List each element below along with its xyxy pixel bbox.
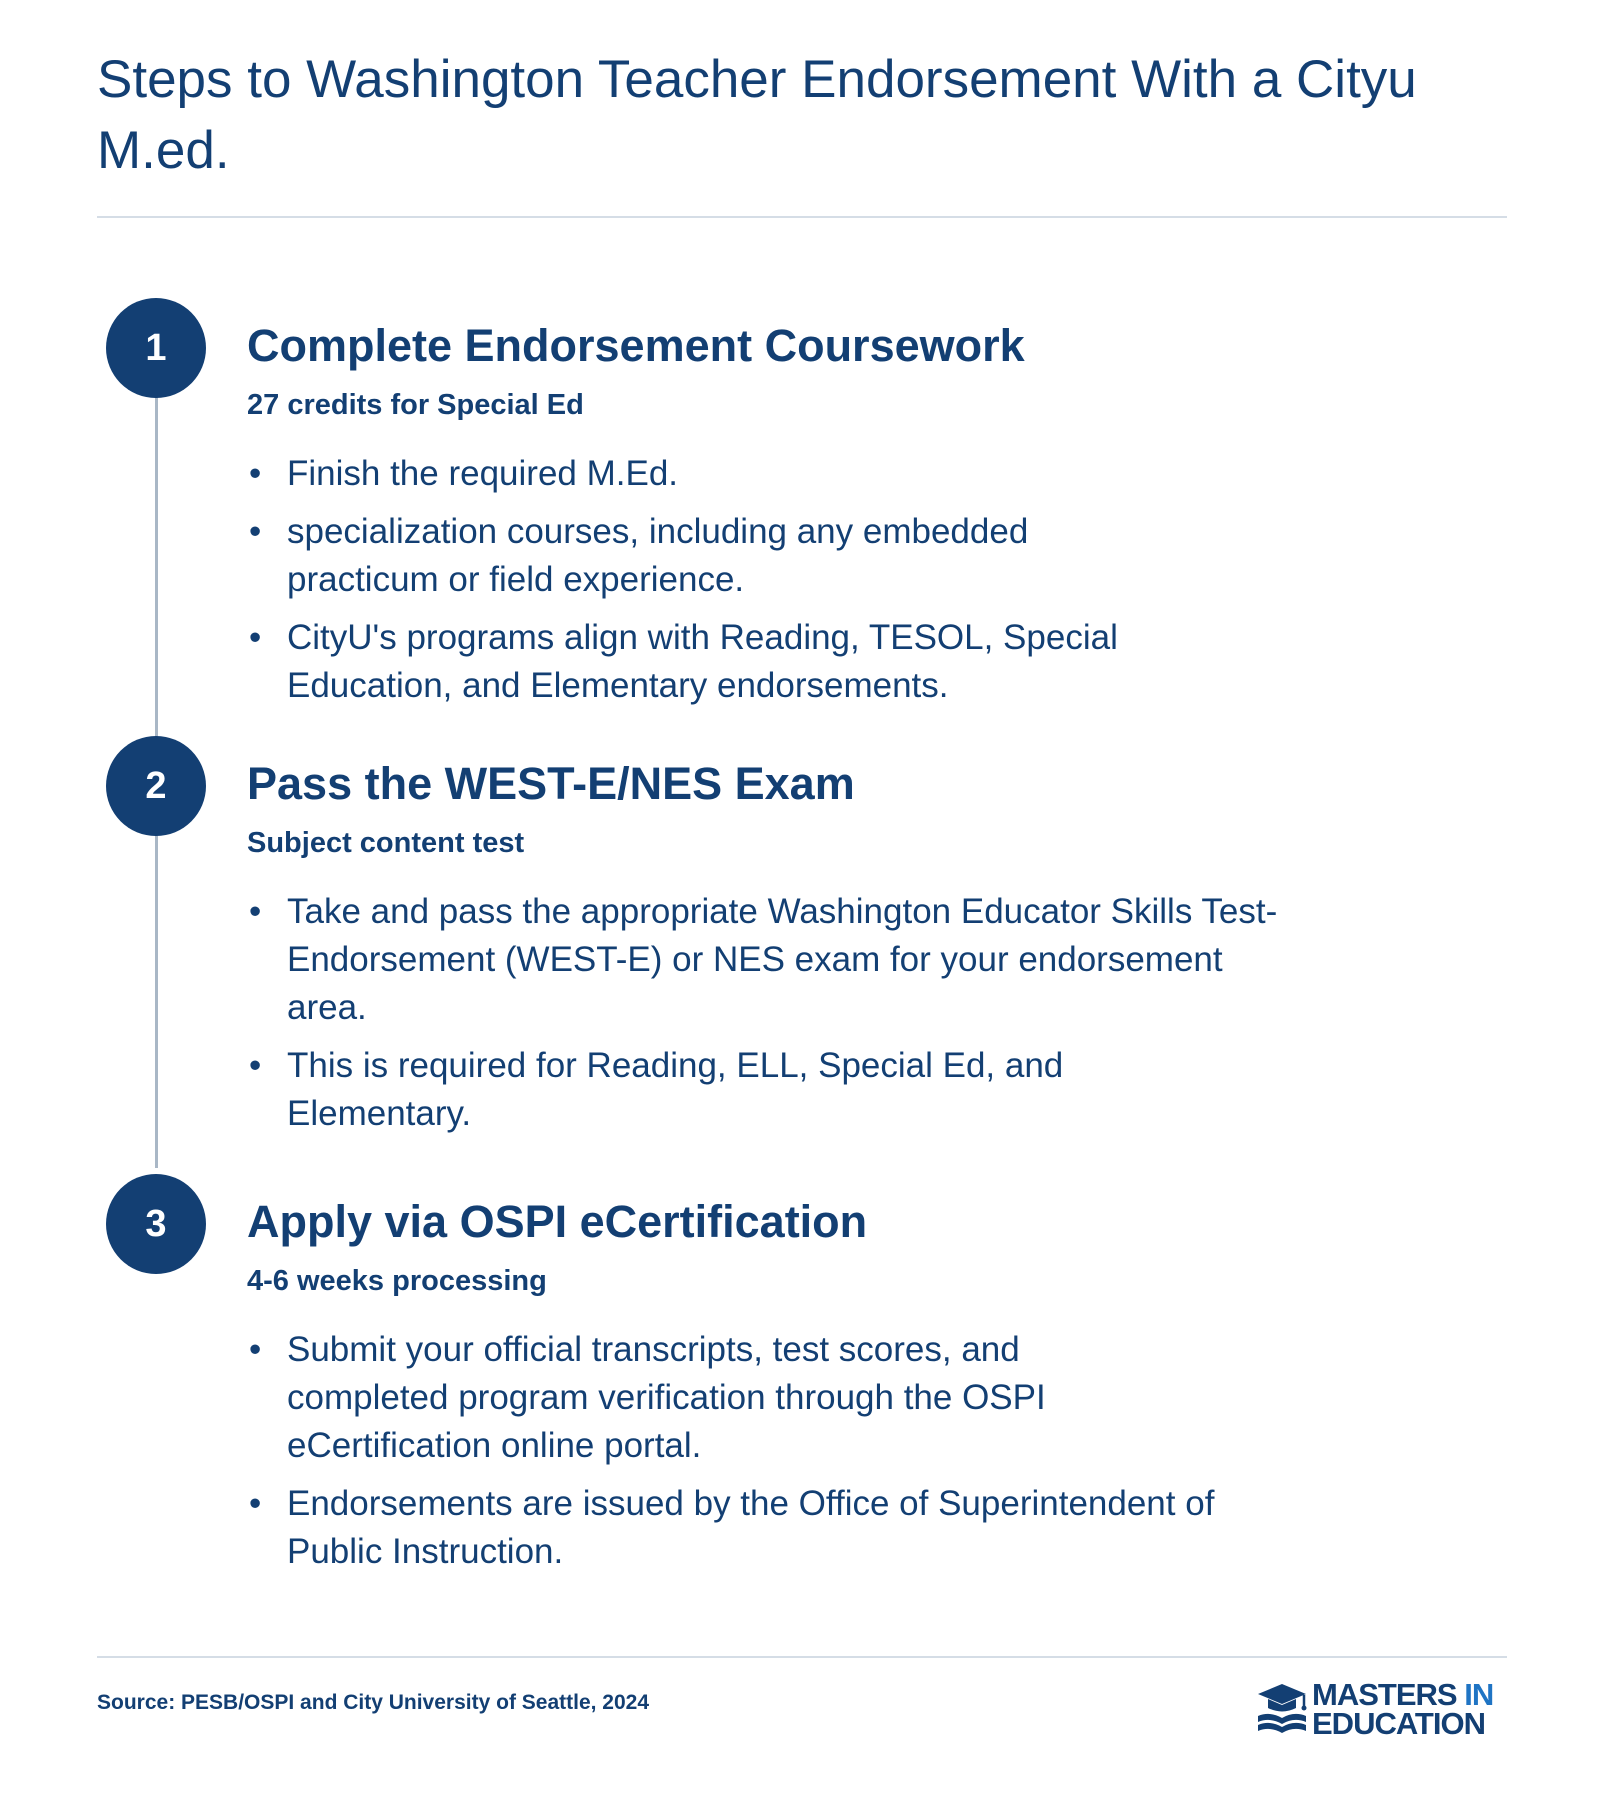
- bullet-item: [247, 1480, 1287, 1576]
- bullet-text: specialization courses, including any embedded practicum or field experience.: [287, 512, 1029, 599]
- step-number-badge: 2: [106, 736, 206, 836]
- bullet-text: Take and pass the appropriate Washington Educator Skills Test-Endorsement (WEST-E) or NES exam for your endorsement area.: [287, 892, 1278, 1027]
- step-bullet-list: [247, 888, 1287, 1148]
- bullet-dot: •: [249, 454, 262, 493]
- step-title: Apply via OSPI eCertification: [247, 1196, 868, 1247]
- bullet-dot: •: [249, 892, 262, 931]
- graduation-cap-book-icon: [1254, 1680, 1310, 1740]
- bullet-item: [247, 450, 1287, 498]
- logo-main-word: MASTERS: [1312, 1677, 1457, 1712]
- title-divider: [97, 216, 1507, 218]
- step-bullet-list: [247, 1326, 1287, 1586]
- bullet-item: [247, 1326, 1287, 1470]
- step-subtitle: Subject content test: [247, 827, 525, 859]
- page-title: Steps to Washington Teacher Endorsement With a Cityu M.ed.: [97, 50, 1417, 180]
- bullet-item: [247, 614, 1287, 710]
- source-note: Source: PESB/OSPI and City University of Seattle, 2024: [97, 1691, 650, 1714]
- bullet-dot: •: [249, 1484, 262, 1523]
- bullet-dot: •: [249, 618, 262, 657]
- step-subtitle: 27 credits for Special Ed: [247, 389, 584, 421]
- step-number-badge: 1: [106, 298, 206, 398]
- bullet-text: This is required for Reading, ELL, Special Ed, and Elementary.: [287, 1046, 1064, 1133]
- bullet-item: [247, 1042, 1287, 1138]
- step-subtitle: 4-6 weeks processing: [247, 1265, 547, 1297]
- bullet-text: Submit your official transcripts, test scores, and completed program verification through the OSPI eCertification online portal.: [287, 1330, 1046, 1465]
- bullet-item: [247, 508, 1287, 604]
- bullet-dot: •: [249, 1046, 262, 1085]
- step-title: Pass the WEST-E/NES Exam: [247, 758, 855, 809]
- bullet-text: CityU's programs align with Reading, TESOL, Special Education, and Elementary endorsements.: [287, 618, 1118, 705]
- bullet-text: Endorsements are issued by the Office of Superintendent of Public Instruction.: [287, 1484, 1215, 1571]
- bullet-dot: •: [249, 512, 262, 551]
- footer-divider: [97, 1656, 1507, 1658]
- logo-line-2: EDUCATION: [1312, 1706, 1485, 1741]
- bullet-dot: •: [249, 1330, 262, 1369]
- step-bullet-list: [247, 450, 1287, 720]
- bullet-item: [247, 888, 1287, 1032]
- bullet-text: Finish the required M.Ed.: [287, 454, 679, 493]
- masters-in-education-logo: [1254, 1677, 1504, 1741]
- logo-accent-word: IN: [1464, 1677, 1494, 1712]
- step-number-badge: 3: [106, 1174, 206, 1274]
- step-title: Complete Endorsement Coursework: [247, 320, 1025, 371]
